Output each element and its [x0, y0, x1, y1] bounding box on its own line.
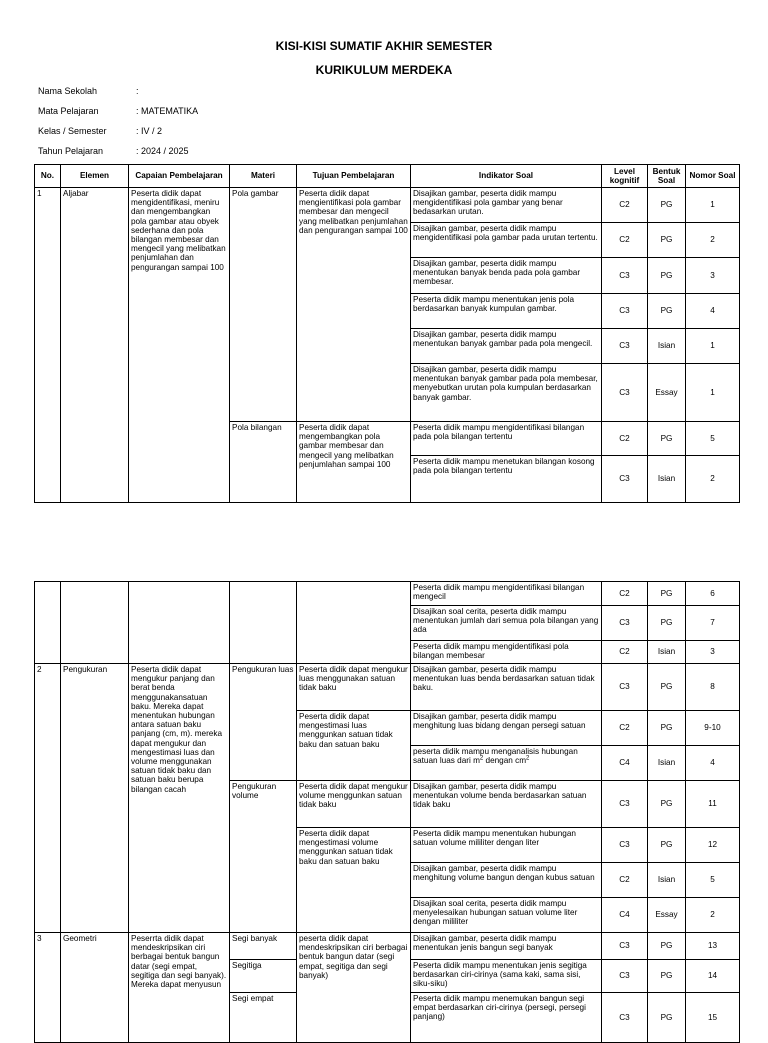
cell-tujuan: Peserta didik dapat mengukur luas menggunakan satuan tidak baku: [297, 664, 411, 711]
cell-level: C2: [602, 641, 648, 664]
info-value: :: [136, 86, 139, 96]
superscript: 2: [526, 755, 530, 762]
cell-nomor: 4: [686, 294, 740, 329]
cell-level: C3: [602, 294, 648, 329]
cell-nomor: 8: [686, 664, 740, 711]
cell-bentuk: PG: [648, 828, 686, 863]
header-tujuan: Tujuan Pembelajaran: [297, 165, 411, 188]
info-value: : IV / 2: [136, 126, 163, 136]
cell-tujuan: peserta didik dapat mendeskripsikan ciri berbagai bentuk bangun datar (segi empat, segitiga dan segi banyak): [297, 933, 411, 1043]
cell-materi: Pola gambar: [230, 188, 297, 422]
cell-bentuk: PG: [648, 223, 686, 258]
cell-tujuan: Peserta didik dapat mengestimasi volume menggunkan satuan tidak baku dan satuan baku: [297, 828, 411, 933]
cell-level: C2: [602, 711, 648, 746]
cell-materi: Segi banyak: [230, 933, 297, 960]
cell-bentuk: PG: [648, 933, 686, 960]
info-value: : MATEMATIKA: [136, 106, 199, 116]
cell-indikator: Disajikan soal cerita, peserta didik mampu menentukan jumlah dari semua pola bilangan yang ada: [411, 606, 602, 641]
cell-nomor: 2: [686, 898, 740, 933]
cell-capaian: [129, 582, 230, 664]
cell-indikator: Disajikan gambar, peserta didik mampu menentukan banyak gambar pada pola mengecil.: [411, 329, 602, 364]
cell-materi: Pola bilangan: [230, 422, 297, 503]
cell-bentuk: Isian: [648, 329, 686, 364]
cell-indikator: [411, 746, 602, 781]
cell-indikator: Disajikan gambar, peserta didik mampu menentukan banyak benda pada pola gambar membesar.: [411, 258, 602, 294]
cell-bentuk: PG: [648, 606, 686, 641]
indikator-text: dengan cm: [483, 756, 527, 766]
cell-bentuk: Isian: [648, 863, 686, 898]
cell-level: C3: [602, 456, 648, 503]
cell-materi: Segitiga: [230, 960, 297, 993]
cell-nomor: 6: [686, 582, 740, 606]
cell-materi: Pengukuran volume: [230, 781, 297, 933]
cell-capaian: Peserrta didik dapat mendeskripsikan ciri berbagai bentuk bangun datar (segi empat, segitiga dan segi banyak). Mereka dapat menyusun: [129, 933, 230, 1043]
cell-nomor: 5: [686, 422, 740, 456]
cell-indikator: Disajikan gambar, peserta didik mampu menentukan volume benda berdasarkan satuan tidak baku: [411, 781, 602, 828]
cell-indikator: Disajikan soal cerita, peserta didik mampu menyelesaikan hubungan satuan volume liter dengan mililiter: [411, 898, 602, 933]
cell-indikator: Peserta didik mampu mengidentifikasi pola bilangan membesar: [411, 641, 602, 664]
header-nomor: Nomor Soal: [686, 165, 740, 188]
cell-elemen: [61, 582, 129, 664]
cell-level: C2: [602, 582, 648, 606]
header-indikator: Indikator Soal: [411, 165, 602, 188]
cell-bentuk: PG: [648, 781, 686, 828]
cell-bentuk: PG: [648, 993, 686, 1043]
cell-indikator: Peserta didik mampu menemukan bangun segi empat berdasarkan ciri-cirinya (persegi, persegi panjang): [411, 993, 602, 1043]
cell-tujuan: Peserta didik dapat mengukur volume menggunkan satuan tidak baku: [297, 781, 411, 828]
cell-indikator: Disajikan gambar, peserta didik mampu menghitung volume bangun dengan kubus satuan: [411, 863, 602, 898]
cell-indikator: Peserta didik mampu menetukan bilangan kosong pada pola bilangan tertentu: [411, 456, 602, 503]
cell-tujuan: [297, 582, 411, 664]
header-capaian: Capaian Pembelajaran: [129, 165, 230, 188]
cell-bentuk: PG: [648, 960, 686, 993]
cell-nomor: 12: [686, 828, 740, 863]
cell-level: C3: [602, 993, 648, 1043]
kisi-kisi-table-page1: [34, 164, 740, 503]
cell-indikator: Disajikan gambar, peserta didik mampu menghitung luas bidang dengan persegi satuan: [411, 711, 602, 746]
cell-elemen: Aljabar: [61, 188, 129, 503]
cell-level: C3: [602, 329, 648, 364]
cell-level: C3: [602, 781, 648, 828]
cell-level: C2: [602, 422, 648, 456]
table-row: [35, 664, 740, 711]
cell-nomor: 14: [686, 960, 740, 993]
cell-level: C2: [602, 863, 648, 898]
cell-capaian: Peserta didik dapat mengidentifikasi, meniru dan mengembangkan pola gambar atau obyek sederhana dan pola bilangan membesar dan mengecil yang melibatkan penjumlahan dan pengurangan sampai 100: [129, 188, 230, 503]
cell-materi: [230, 582, 297, 664]
cell-capaian: Peserta didik dapat mengukur panjang dan berat benda menggunakansatuan baku. Mereka dapat menentukan hubungan antara satuan baku panjang (cm, m). mereka dapat mengukur dan mengestimasi luas dan volume menggunakan satuan tidak baku dan satuan baku berupa bilangan cacah: [129, 664, 230, 933]
cell-nomor: 9-10: [686, 711, 740, 746]
cell-level: C3: [602, 960, 648, 993]
cell-bentuk: PG: [648, 258, 686, 294]
cell-bentuk: Isian: [648, 456, 686, 503]
cell-no: [35, 582, 61, 664]
cell-level: C2: [602, 223, 648, 258]
table-row: [35, 188, 740, 223]
cell-indikator: Peserta didik mampu menentukan hubungan satuan volume mililiter dengan liter: [411, 828, 602, 863]
cell-indikator: Peserta didik mampu menentukan jenis pola berdasarkan banyak kumpulan gambar.: [411, 294, 602, 329]
cell-level: C3: [602, 828, 648, 863]
cell-bentuk: Isian: [648, 641, 686, 664]
info-label: Kelas / Semester: [38, 126, 107, 136]
header-materi: Materi: [230, 165, 297, 188]
cell-bentuk: PG: [648, 188, 686, 223]
cell-no: 1: [35, 188, 61, 503]
info-label: Tahun Pelajaran: [38, 146, 104, 156]
cell-level: C3: [602, 258, 648, 294]
header-no: No.: [35, 165, 61, 188]
cell-indikator: Peserta didik mampu mengidentifikasi bilangan mengecil: [411, 582, 602, 606]
cell-materi: Segi empat: [230, 993, 297, 1043]
cell-level: C4: [602, 898, 648, 933]
cell-indikator: Disajikan gambar, peserta didik mampu menentukan luas benda berdasarkan satuan tidak baku.: [411, 664, 602, 711]
cell-nomor: 1: [686, 329, 740, 364]
cell-nomor: 1: [686, 364, 740, 422]
cell-bentuk: Essay: [648, 364, 686, 422]
info-label: Mata Pelajaran: [38, 106, 99, 116]
cell-bentuk: PG: [648, 294, 686, 329]
cell-materi: Pengukuran luas: [230, 664, 297, 781]
cell-indikator: Peserta didik mampu menentukan jenis segitiga berdasarkan ciri-cirinya (sama kaki, sama sisi, siku-siku): [411, 960, 602, 993]
cell-level: C3: [602, 664, 648, 711]
cell-level: C4: [602, 746, 648, 781]
info-label: Nama Sekolah: [38, 86, 98, 96]
cell-nomor: 13: [686, 933, 740, 960]
cell-indikator: Disajikan gambar, peserta didik mampu mengidentifikasi pola gambar pada urutan tertentu.: [411, 223, 602, 258]
cell-nomor: 3: [686, 641, 740, 664]
superscript: 2: [479, 755, 484, 762]
cell-nomor: 5: [686, 863, 740, 898]
cell-nomor: 15: [686, 993, 740, 1043]
cell-level: C2: [602, 188, 648, 223]
cell-bentuk: PG: [648, 711, 686, 746]
cell-nomor: 3: [686, 258, 740, 294]
header-level: Level kognitif: [602, 165, 648, 188]
cell-elemen: Pengukuran: [61, 664, 129, 933]
cell-indikator: Disajikan gambar, peserta didik mampu mengidentifikasi pola gambar yang benar bedasarkan urutan.: [411, 188, 602, 223]
header-row: [35, 165, 740, 188]
info-value: : 2024 / 2025: [136, 146, 189, 156]
cell-no: 2: [35, 664, 61, 933]
cell-nomor: 1: [686, 188, 740, 223]
table-row: [35, 933, 740, 960]
cell-nomor: 7: [686, 606, 740, 641]
cell-bentuk: Essay: [648, 898, 686, 933]
cell-level: C3: [602, 364, 648, 422]
cell-nomor: 2: [686, 456, 740, 503]
cell-tujuan: Peserta didik dapat mengientifikasi pola gambar membesar dan mengecil yang melibatkan penjumlahan dan pengurangan sampai 100: [297, 188, 411, 422]
cell-indikator: Peserta didik mampu mengidentifikasi bilangan pada pola bilangan tertentu: [411, 422, 602, 456]
header-bentuk: Bentuk Soal: [648, 165, 686, 188]
cell-no: 3: [35, 933, 61, 1043]
cell-nomor: 11: [686, 781, 740, 828]
cell-nomor: 4: [686, 746, 740, 781]
cell-tujuan: Peserta didik dapat mengestimasi luas menggunkan satuan tidak baku dan satuan baku: [297, 711, 411, 781]
indikator-text: peserta didik mampu menganalisis hubungan satuan luas dari m: [413, 747, 578, 766]
cell-bentuk: Isian: [648, 746, 686, 781]
cell-bentuk: PG: [648, 582, 686, 606]
cell-bentuk: PG: [648, 422, 686, 456]
cell-indikator: Disajikan gambar, peserta didik mampu menentukan banyak gambar pada pola membesar, menyebutkan urutan pola kumpulan berdasarkan banyak gambar.: [411, 364, 602, 422]
cell-nomor: 2: [686, 223, 740, 258]
document-subtitle: KURIKULUM MERDEKA: [315, 63, 453, 77]
kisi-kisi-table-page2: [34, 581, 740, 1043]
cell-level: C3: [602, 606, 648, 641]
cell-bentuk: PG: [648, 664, 686, 711]
cell-elemen: Geometri: [61, 933, 129, 1043]
cell-tujuan: Peserta didik dapat mengembangkan pola gambar membesar dan mengecil yang melibatkan penjumlahan sampai 100: [297, 422, 411, 503]
header-elemen: Elemen: [61, 165, 129, 188]
cell-level: C3: [602, 933, 648, 960]
document-title: KISI-KISI SUMATIF AKHIR SEMESTER: [275, 39, 493, 53]
table-row: [35, 582, 740, 606]
cell-indikator: Disajikan gambar, peserta didik mampu menentukan jenis bangun segi banyak: [411, 933, 602, 960]
